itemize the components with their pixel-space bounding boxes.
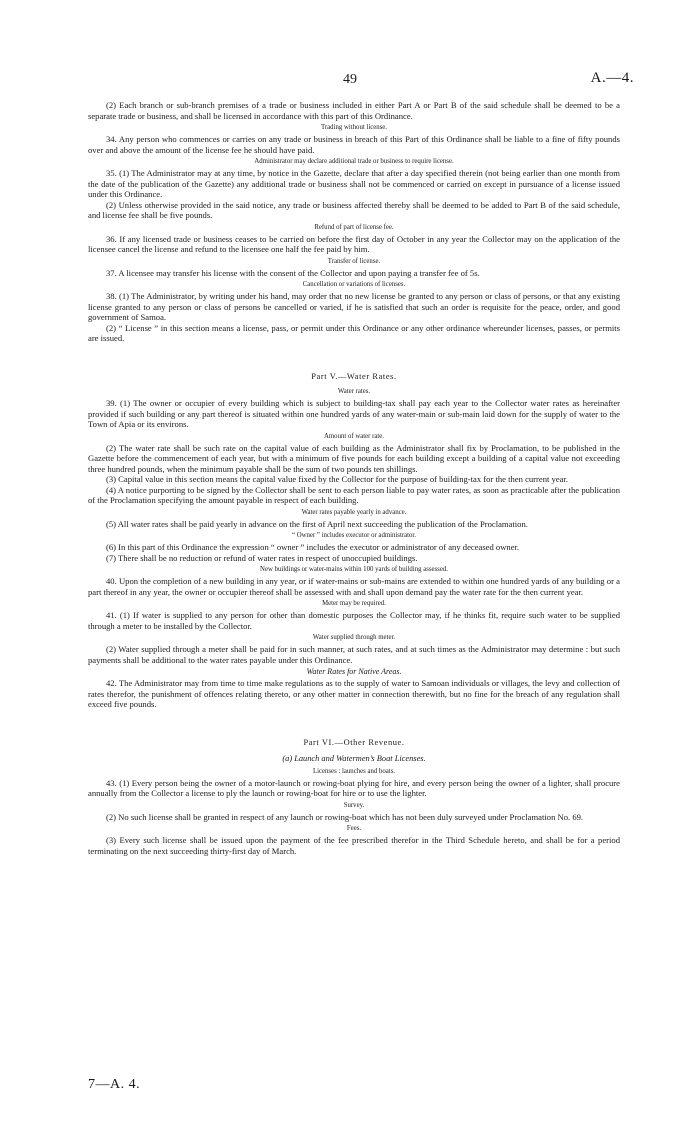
document-reference: A.—4. xyxy=(590,70,634,86)
marginal-note: Water supplied through meter. xyxy=(312,634,396,641)
paragraph: 39. (1) The owner or occupier of every building which is subject to building-tax shall pay each year to the Collector water rates as hereinafter provided if such building or any part thereof is situated within one hundred yards of any water-main or sub-main laid down for the supply of water to the Town of Apia or its environs. xyxy=(88,398,620,429)
paragraph: (2) Unless otherwise provided in the said notice, any trade or business affected thereby shall be deemed to be added to Part B of the said schedule, and license fee shall be five pounds. xyxy=(88,199,620,220)
marginal-note: Fees. xyxy=(346,825,362,832)
paragraph: 40. Upon the completion of a new building in any year, or if water-mains or sub-mains are extended to within one hundred yards of any building or a part thereof in any year, the owner or occupier thereof shall be assessed with and shall upon demand pay the water rate for the then current year. xyxy=(88,576,620,597)
marginal-note: Transfer of license. xyxy=(327,257,381,265)
paragraph: 41. (1) If water is supplied to any person for other than domestic purposes the Collector may, if he thinks fit, require such water to be supplied through a meter to be installed by the Collector. xyxy=(88,610,620,631)
paragraph: (2) “ License ” in this section means a license, pass, or permit under this Ordinance or any other ordinance whereunder licenses, passes, or permits are issued. xyxy=(88,322,620,343)
paragraph: 35. (1) The Administrator may at any time, by notice in the Gazette, declare that after a day specified therein (not being earlier than one month from the date of the publication of the Gazette) any additional trade or business shall not be commenced or carried on except in pursuance of a license issued under this Ordinance. xyxy=(88,168,620,199)
marginal-note: Meter may be required. xyxy=(322,600,386,607)
paragraph: (2) Water supplied through a meter shall be paid for in such manner, at such rates, and at such times as the Administrator may determine : but such payments shall be additional to the water rates payable under this Ordinance. xyxy=(88,644,620,665)
subsection-heading: (a) Launch and Watermen’s Boat Licenses. xyxy=(282,754,426,763)
paragraph: (5) All water rates shall be paid yearly in advance on the first of April next succeeding the publication of the Proclamation. xyxy=(106,518,528,529)
paragraph: (7) There shall be no reduction or refund of water rates in respect of unoccupied buildings. xyxy=(106,552,418,563)
part-heading: Part V.—Water Rates. xyxy=(311,371,397,381)
printer-signature: 7—A. 4. xyxy=(88,1077,141,1092)
paragraph: 37. A licensee may transfer his license with the consent of the Collector and upon paying a transfer fee of 5s. xyxy=(106,267,480,278)
page-number: 49 xyxy=(343,72,357,87)
paragraph: (4) A notice purporting to be signed by the Collector shall be sent to each person liable to pay water rates, as soon as practicable after the publication of the Proclamation specifying the amount payable in respect of each building. xyxy=(88,484,620,505)
marginal-note: Cancellation or variations of licenses. xyxy=(302,281,406,288)
paragraph: (3) Every such license shall be issued upon the payment of the fee prescribed therefor in the Third Schedule hereto, and shall be for a period terminating on the next succeeding thirty-first day of March. xyxy=(88,835,620,856)
marginal-note: “ Owner ” includes executor or administrator. xyxy=(292,532,416,539)
paragraph: (3) Capital value in this section means the capital value fixed by the Collector for the purpose of building-tax for the then current year. xyxy=(106,474,569,484)
marginal-note: Water rates. xyxy=(337,388,371,395)
paragraph: 43. (1) Every person being the owner of a motor-launch or rowing-boat plying for hire, and every person being the owner of a lighter, shall procure annually from the Collector a license to ply the launch or rowing-boat for hire or to use the lighter. xyxy=(88,777,620,798)
marginal-note: Licenses : launches and boats. xyxy=(312,767,396,775)
paragraph: 42. The Administrator may from time to time make regulations as to the supply of water to Samoan individuals or villages, the levy and collection of rates therefor, the punishment of offences relating thereto, or any other matter in connection therewith, but no fine for the breach of any regulation shall exceed five pounds. xyxy=(88,678,620,709)
marginal-note: Administrator may declare additional trade or business to require license. xyxy=(254,158,454,165)
paragraph: (2) Each branch or sub-branch premises of a trade or business included in either Part A or Part B of the said schedule shall be deemed to be a separate trade or business, and shall be licensed in accordance with this part of this Ordinance. xyxy=(88,100,620,121)
marginal-note: Survey. xyxy=(343,801,365,809)
marginal-note: Refund of part of license fee. xyxy=(314,223,394,231)
marginal-note: New buildings or water-mains within 100 yards of building assessed. xyxy=(260,566,448,573)
paragraph: 34. Any person who commences or carries on any trade or business in breach of this Part of this Ordinance shall be liable to a fine of fifty pounds over and above the amount of the license fee he should have paid. xyxy=(88,134,620,155)
part-heading: Part VI.—Other Revenue. xyxy=(303,737,405,747)
marginal-note: Water rates payable yearly in advance. xyxy=(301,508,407,516)
document-body xyxy=(88,100,620,856)
paragraph: (2) No such license shall be granted in respect of any launch or rowing-boat which has not been duly surveyed under Proclamation No. 69. xyxy=(106,811,584,822)
section-heading: Water Rates for Native Areas. xyxy=(306,667,402,676)
paragraph: (6) In this part of this Ordinance the expression “ owner ” includes the executor or administrator of any deceased owner. xyxy=(106,542,520,552)
paragraph: 36. If any licensed trade or business ceases to be carried on before the first day of October in any year the Collector may on the application of the licensee cancel the license and refund to the licensee one half the fee paid by him. xyxy=(88,233,620,254)
paragraph: (2) The water rate shall be such rate on the capital value of each building as the Administrator shall fix by Proclamation, to be published in the Gazette before the commencement of each year, but with a minimum of five pounds for each building except a building of a capital value not exceeding three hundred pounds, when the minimum payable shall be the sum of two pounds ten shillings. xyxy=(88,442,620,474)
marginal-note: Trading without license. xyxy=(320,124,387,131)
paragraph: 38. (1) The Administrator, by writing under his hand, may order that no new license be granted to any person or class of persons, or that any existing license granted to any person or class of persons be cancelled or varied, if he is satisfied that such an order is requisite for the peace, order, and good government of Samoa. xyxy=(88,291,620,322)
marginal-note: Amount of water rate. xyxy=(323,432,385,440)
